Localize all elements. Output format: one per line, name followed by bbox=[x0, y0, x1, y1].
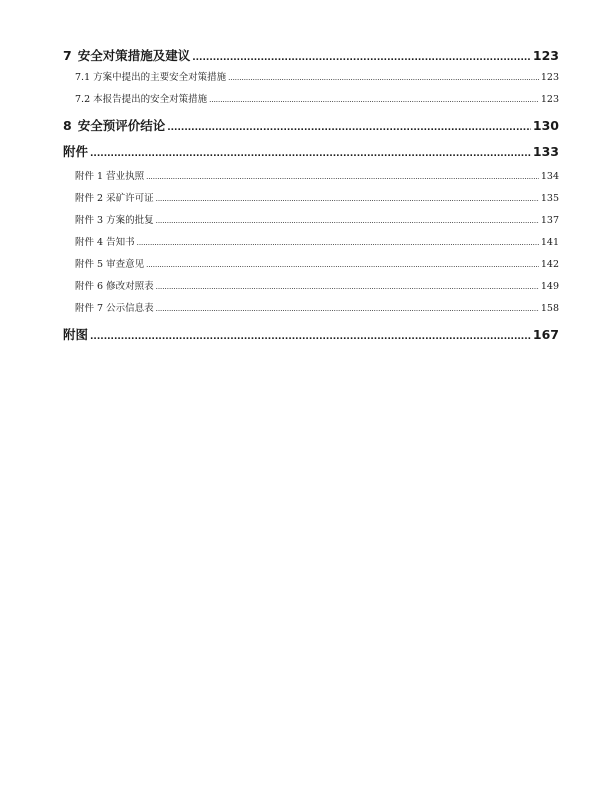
dot-leader bbox=[156, 210, 539, 232]
toc-entry-page: 141 bbox=[540, 237, 559, 248]
toc-entry-attachment-3[interactable] bbox=[75, 210, 559, 232]
toc-entry-page: 123 bbox=[540, 72, 559, 83]
toc-entry-section-7-2[interactable] bbox=[75, 89, 559, 111]
toc-entry-attachment-4[interactable] bbox=[75, 232, 559, 254]
toc-entry-title: 公示信息表 bbox=[106, 303, 154, 314]
toc-entry-number: 附件 3 bbox=[75, 215, 104, 226]
toc-entry-number: 7 bbox=[63, 48, 72, 63]
dot-leader bbox=[146, 166, 539, 188]
toc-entry-page: 142 bbox=[540, 259, 559, 270]
dot-leader bbox=[167, 117, 531, 140]
toc-entry-page: 123 bbox=[540, 94, 559, 105]
toc-entry-number: 附件 7 bbox=[75, 303, 104, 314]
toc-entry-page: 167 bbox=[532, 327, 559, 342]
toc-entry-title: 审查意见 bbox=[106, 259, 145, 270]
table-of-contents bbox=[63, 44, 559, 346]
toc-entry-title: 安全预评价结论 bbox=[77, 118, 166, 133]
dot-leader bbox=[156, 276, 539, 298]
toc-entry-number: 8 bbox=[63, 118, 72, 133]
toc-entry-figures[interactable] bbox=[63, 323, 559, 346]
toc-entry-page: 158 bbox=[540, 303, 559, 314]
toc-entry-attachment-5[interactable] bbox=[75, 254, 559, 276]
dot-leader bbox=[228, 67, 539, 89]
toc-entry-attachment-6[interactable] bbox=[75, 276, 559, 298]
toc-entry-number: 7.2 bbox=[75, 94, 91, 105]
toc-entry-title: 告知书 bbox=[106, 237, 135, 248]
toc-entry-title: 本报告提出的安全对策措施 bbox=[93, 94, 208, 105]
toc-entry-section-7-1[interactable] bbox=[75, 67, 559, 89]
toc-entry-number: 附件 4 bbox=[75, 237, 104, 248]
toc-entry-number: 7.1 bbox=[75, 72, 91, 83]
toc-entry-chapter-8[interactable] bbox=[63, 114, 559, 137]
toc-entry-title: 方案中提出的主要安全对策措施 bbox=[93, 72, 227, 83]
toc-entry-attachments[interactable] bbox=[63, 140, 559, 163]
dot-leader bbox=[90, 143, 531, 166]
dot-leader bbox=[209, 89, 539, 111]
toc-entry-title: 附件 bbox=[63, 144, 89, 159]
toc-entry-page: 123 bbox=[532, 48, 559, 63]
dot-leader bbox=[146, 254, 539, 276]
toc-entry-title: 营业执照 bbox=[106, 171, 145, 182]
toc-entry-page: 134 bbox=[540, 171, 559, 182]
toc-entry-attachment-1[interactable] bbox=[75, 166, 559, 188]
toc-entry-number: 附件 5 bbox=[75, 259, 104, 270]
dot-leader bbox=[137, 232, 539, 254]
toc-entry-page: 130 bbox=[532, 118, 559, 133]
toc-entry-page: 135 bbox=[540, 193, 559, 204]
toc-entry-number: 附件 6 bbox=[75, 281, 104, 292]
toc-entry-page: 137 bbox=[540, 215, 559, 226]
toc-entry-page: 133 bbox=[532, 144, 559, 159]
dot-leader bbox=[156, 188, 539, 210]
toc-entry-attachment-7[interactable] bbox=[75, 298, 559, 320]
toc-entry-attachment-2[interactable] bbox=[75, 188, 559, 210]
toc-entry-chapter-7[interactable] bbox=[63, 44, 559, 67]
toc-entry-title: 安全对策措施及建议 bbox=[77, 48, 191, 63]
toc-entry-title: 修改对照表 bbox=[106, 281, 154, 292]
toc-entry-number: 附件 2 bbox=[75, 193, 104, 204]
toc-entry-page: 149 bbox=[540, 281, 559, 292]
toc-entry-number: 附件 1 bbox=[75, 171, 104, 182]
toc-entry-title: 附图 bbox=[63, 327, 89, 342]
toc-entry-title: 采矿许可证 bbox=[106, 193, 154, 204]
toc-entry-title: 方案的批复 bbox=[106, 215, 154, 226]
dot-leader bbox=[90, 326, 531, 349]
dot-leader bbox=[156, 298, 539, 320]
